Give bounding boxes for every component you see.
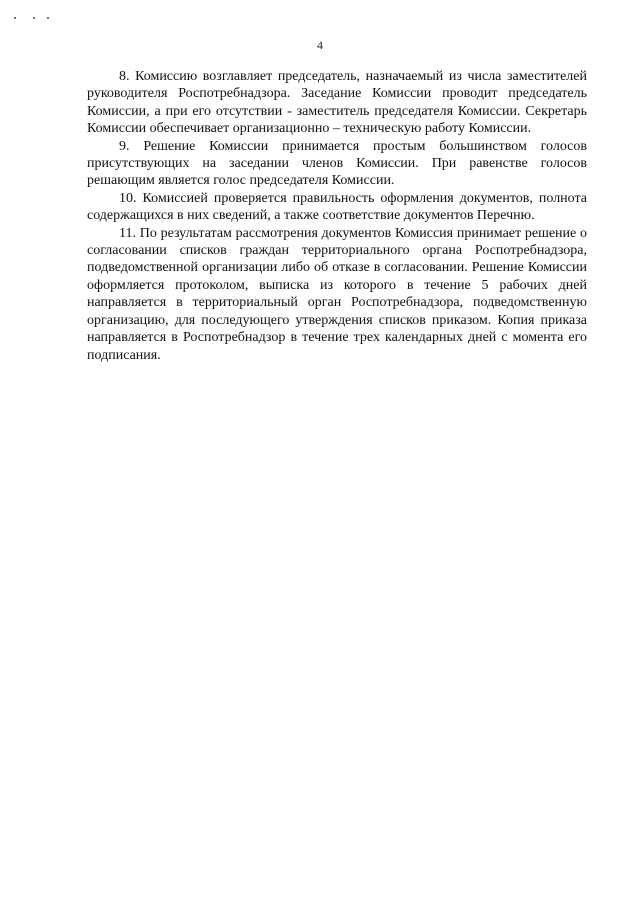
scan-speck — [14, 17, 16, 19]
paragraph-8: 8. Комиссию возглавляет председатель, назначаемый из числа заместителей руководителя Роспотребнадзора. Заседание Комиссии проводит председатель Комиссии, а при его отсутствии - заместитель председателя Комиссии. Секретарь Комиссии обеспечивает организационно – техническую работу Комиссии. — [87, 69, 587, 137]
scan-speck — [33, 17, 35, 19]
paragraph-11: 11. По результатам рассмотрения документов Комиссия принимает решение о согласовании списков граждан территориального органа Роспотребнадзора, подведомственной организации либо об отказе в согласовании. Решение Комиссии оформляется протоколом, выписка из которого в течение 5 рабочих дней направляется в территориальный орган Роспотребнадзора, подведомственную организацию, для последующего утверждения списков приказом. Копия приказа направляется в Роспотребнадзор в течение трех календарных дней с момента его подписания. — [87, 225, 587, 363]
page-number: 4 — [317, 38, 323, 52]
scan-speck — [47, 17, 49, 19]
paragraph-10: 10. Комиссией проверяется правильность оформления документов, полнота содержащихся в них сведений, а также соответствие документов Перечню. — [87, 190, 587, 224]
document-body — [87, 68, 587, 364]
paragraph-9: 9. Решение Комиссии принимается простым большинством голосов присутствующих на заседании членов Комиссии. При равенстве голосов решающим является голос председателя Комиссии. — [87, 138, 587, 189]
